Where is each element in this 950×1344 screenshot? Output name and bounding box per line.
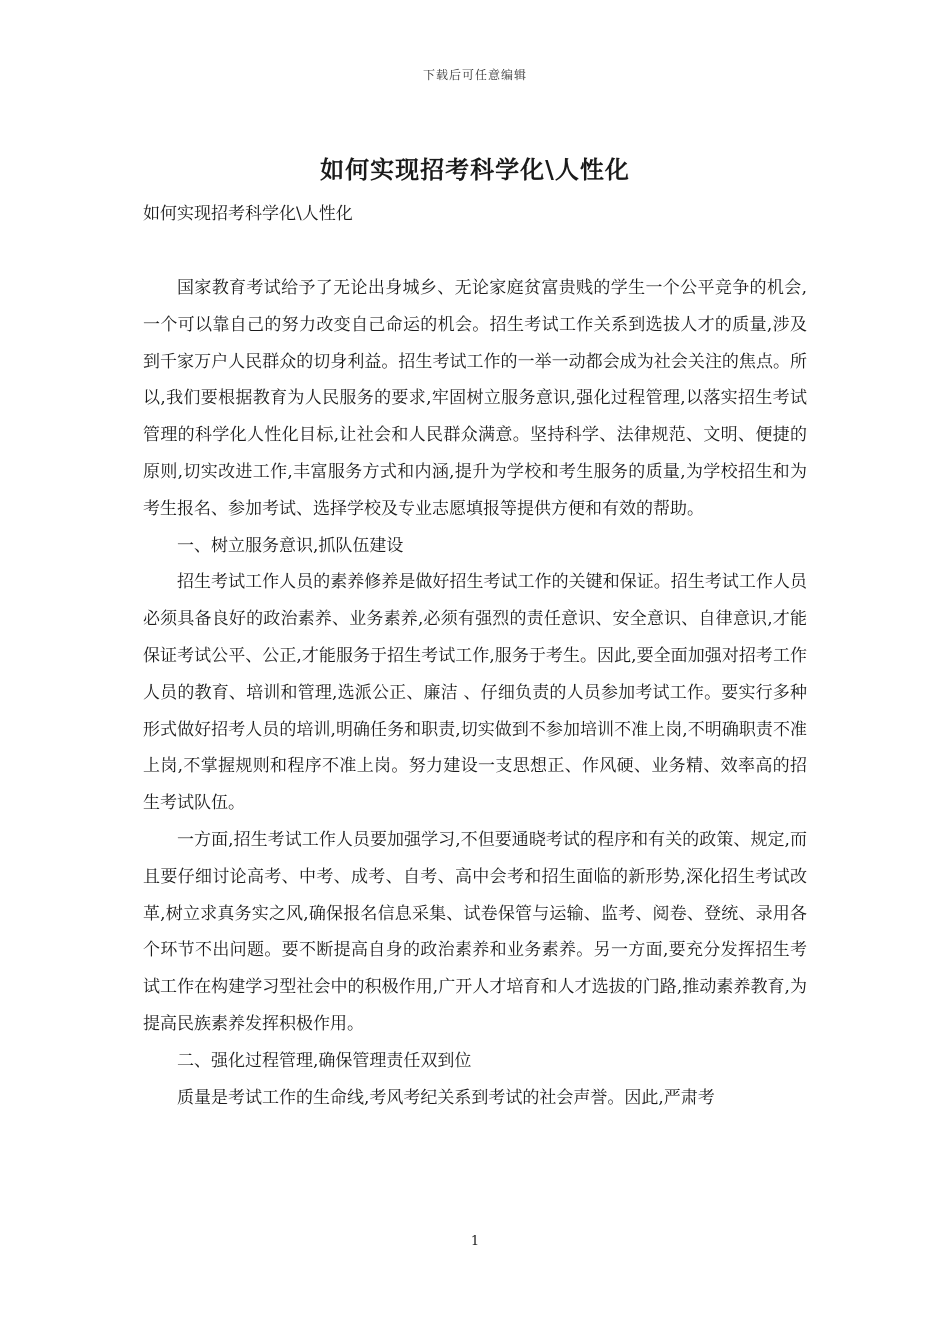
paragraph: 质量是考试工作的生命线,考风考纪关系到考试的社会声誉。因此,严肃考: [177, 1087, 715, 1108]
paragraph: 招生考试工作人员的素养修养是做好招生考试工作的关键和保证。招生考试工作人员必须具备良好的政治素养、业务素养,必须有强烈的责任意识、安全意识、自律意识,才能保证考试公平、公正,才能服务于招生考试工作,服务于考生。因此,要全面加强对招考工作人员的教育、培训和管理,选派公正、廉洁 、仔细负责的人员参加考试工作。要实行多种形式做好招考人员的培训,明确任务和职责,切实做到不参加培训不准上岗,不明确职责不准上岗,不掌握规则和程序不准上岗。努力建设一支思想正、作风硬、业务精、效率高的招生考试队伍。: [143, 572, 807, 814]
paragraph-intro: 国家教育考试给予了无论出身城乡、无论家庭贫富贵贱的学生一个公平竞争的机会,一个可以靠自己的努力改变自己命运的机会。招生考试工作关系到选拔人才的质量,涉及到千家万户人民群众的切身利益。招生考试工作的一举一动都会成为社会关注的焦点。所以,我们要根据教育为人民服务的要求,牢固树立服务意识,强化过程管理,以落实招生考试管理的科学化人性化目标,让社会和人民群众满意。坚持科学、法律规范、文明、便捷的原则,切实改进工作,丰富服务方式和内涵,提升为学校和考生服务的质量,为学校招生和为考生报名、参加考试、选择学校及专业志愿填报等提供方便和有效的帮助。: [143, 278, 807, 519]
section-heading-1: 一、树立服务意识,抓队伍建设: [177, 535, 404, 556]
paragraph: 一方面,招生考试工作人员要加强学习,不但要通晓考试的程序和有关的政策、规定,而且要仔细讨论高考、中考、成考、自考、高中会考和招生面临的新形势,深化招生考试改革,树立求真务实之风,确保报名信息采集、试卷保管与运输、监考、阅卷、登统、录用各个环节不出问题。要不断提高自身的政治素养和业务素养。另一方面,要充分发挥招生考试工作在构建学习型社会中的积极作用,广开人才培育和人才选拔的门路,推动素养教育,为提高民族素养发挥积极作用。: [143, 829, 807, 1034]
section-heading-2: 二、强化过程管理,确保管理责任双到位: [177, 1050, 472, 1071]
page-number: 1: [470, 1234, 480, 1249]
header-note: 下载后可任意编辑: [422, 68, 527, 82]
document-body: [143, 270, 807, 1116]
document-subtitle: 如何实现招考科学化\人性化: [143, 204, 353, 224]
document-title: 如何实现招考科学化\人性化: [320, 155, 630, 184]
